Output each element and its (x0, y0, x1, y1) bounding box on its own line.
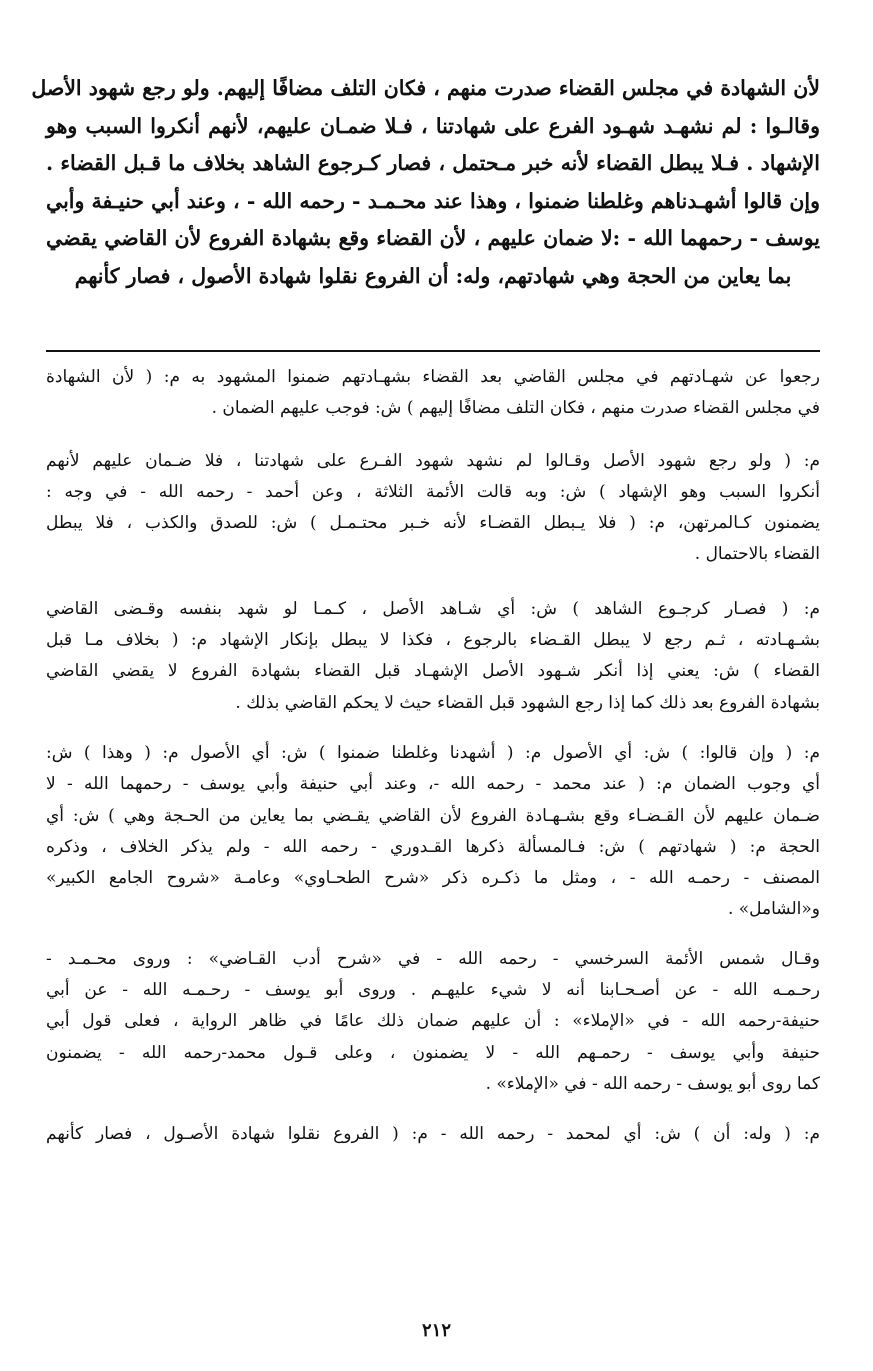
commentary-line: م: ( وإن قالوا: ) ش: أي الأصول م: ( أشهدنا وغلطنا ضمنوا ) ش: أي الأصول م: ( وهذا ) ش: (46, 742, 820, 763)
commentary-line: م: ( ولو رجع شهود الأصل وقـالوا لم نشهد شهود الفـرع على شهادتنا ، فلا ضـمان عليهم لأنهم (46, 450, 820, 471)
main-text-line: لأن الشهادة في مجلس القضاء صدرت منهم ، فكان التلف مضافًا إليهم. ولو رجع شهود الأصل (31, 76, 820, 100)
commentary-paragraph (46, 1119, 820, 1150)
commentary-line: كما روى أبو يوسف - رحمه الله - في «الإملاء» . (485, 1073, 820, 1094)
commentary-line: أي وجوب الضمان م: ( عند محمد - رحمه الله -، وعند أبي حنيفة وأبي يوسف - رحمهما الله - لا (46, 774, 820, 795)
commentary-line: القضاء بالاحتمال . (694, 544, 820, 565)
main-text-line: يوسف - رحمهما الله - :لا ضمان عليهم ، لأن القضاء وقع بشهادة الفروع لأن القاضي يقضي (46, 226, 820, 250)
commentary-paragraph (46, 362, 820, 425)
commentary-line: في مجلس القضاء صدرت منهم ، فكان التلف مضافًا إليهم ) ش: فوجب عليهم الضمان . (211, 398, 820, 419)
commentary-paragraph (46, 446, 820, 571)
commentary-line: حنيفة-رحمه الله - في «الإملاء» : أن عليهم ضمان ذلك عامًا في ظاهر الرواية ، فعلى قول أبي (46, 1011, 820, 1032)
commentary-line: القضاء ) ش: يعني إذا أنكر شـهود الأصل الإشهـاد قبل القضاء بشهادة الفروع لا يقضي القاضي (46, 661, 820, 682)
main-text-line: وإن قالوا أشهـدناهم وغلطنا ضمنوا ، وهذا عند محـمـد - رحمه الله - ، وعند أبي حنيـفة وأبي (46, 188, 820, 213)
main-text-line: وقالـوا : لم نشهـد شهـود الفرع على شهادتنا ، فـلا ضمـان عليهم، لأنهم أنكروا السبب وهو (46, 113, 820, 138)
commentary-paragraph (46, 738, 820, 926)
commentary-line: حنيفة وأبي يوسف - رحمـهم الله - لا يضمنون ، وعلى قـول محمد-رحمه الله - يضمنون (46, 1042, 820, 1063)
commentary-line: ضـمان عليهم لأن القـضـاء وقع بشـهـادة الفروع لأن القاضي يقـضي بما يعاين من الحـجة وهي ) ش: أي (46, 805, 820, 826)
commentary-line: م: ( فصـار كرجـوع الشاهد ) ش: أي شـاهد الأصل ، كـمـا لو شهد بنفسه وقـضى القاضي (46, 598, 820, 619)
commentary-line: بشـهـادته ، ثـم رجع لا يبطل القـضاء بالرجوع ، فكذا لا يبطل بإنكار الإشهاد م: ( بخلاف مـا قبل (46, 630, 820, 651)
commentary-paragraph (46, 594, 820, 719)
commentary-block (46, 362, 820, 1151)
commentary-line: وقـال شمس الأئمة السرخسي - رحمه الله - في «شرح أدب القـاضي» : وروى محـمـد - (46, 948, 820, 969)
main-text-line: الإشهاد . فـلا يبطل القضاء لأنه خبر مـحتمل ، فصار كـرجوع الشاهد بخلاف ما قـبل القضاء . (46, 151, 820, 175)
page-number: ٢١٢ (421, 1320, 451, 1341)
commentary-line: أنكروا السبب وهو الإشهاد ) ش: وبه قالت الأئمة الثلاثة ، وعن أحمد - رحمه الله - في وجه : (46, 481, 820, 502)
commentary-line: يضمنون كـالمرتهن، م: ( فلا يـبطل القضـاء لأنه خـبر محتـمـل ) ش: للصدق والكذب ، فلا يبطل (46, 513, 820, 534)
commentary-line: الحجة م: ( شهادتهم ) ش: فـالمسألة ذكرها القـدوري - رحمه الله - ولم يذكر الخلاف ، وذكره (46, 836, 820, 857)
section-divider (46, 350, 820, 352)
commentary-line: رجعوا عن شهـادتهم في مجلس القاضي بعد القضاء بشهـادتهم ضمنوا المشهود به م: ( لأن الشهادة (46, 367, 820, 387)
commentary-line: بشهادة الفروع بعد ذلك كما إذا رجع الشهود قبل القضاء حيث لا يحكم القاضي بذلك . (235, 692, 820, 713)
commentary-line: م: ( وله: أن ) ش: أي لمحمد - رحمه الله - م: ( الفروع نقلوا شهادة الأصـول ، فصار كأنهم (46, 1124, 820, 1145)
main-text-block (31, 70, 820, 295)
main-text-line: بما يعاين من الحجة وهي شهادتهم، وله: أن الفروع نقلوا شهادة الأصول ، فصار كأنهم (74, 263, 792, 288)
commentary-line: و«الشامل» . (727, 899, 820, 920)
commentary-line: المصنف - رحمـه الله - ، ومثل ما ذكـره ذكر «شرح الطحـاوي» وعامـة «شروح الجامع الكبير» (46, 868, 820, 889)
commentary-line: رحـمـه الله - عن أصـحـابنا أنه لا شيء عليهـم . وروى أبو يوسف - رحـمـه الله - عن أبي (46, 980, 820, 1001)
commentary-paragraph (46, 944, 820, 1100)
